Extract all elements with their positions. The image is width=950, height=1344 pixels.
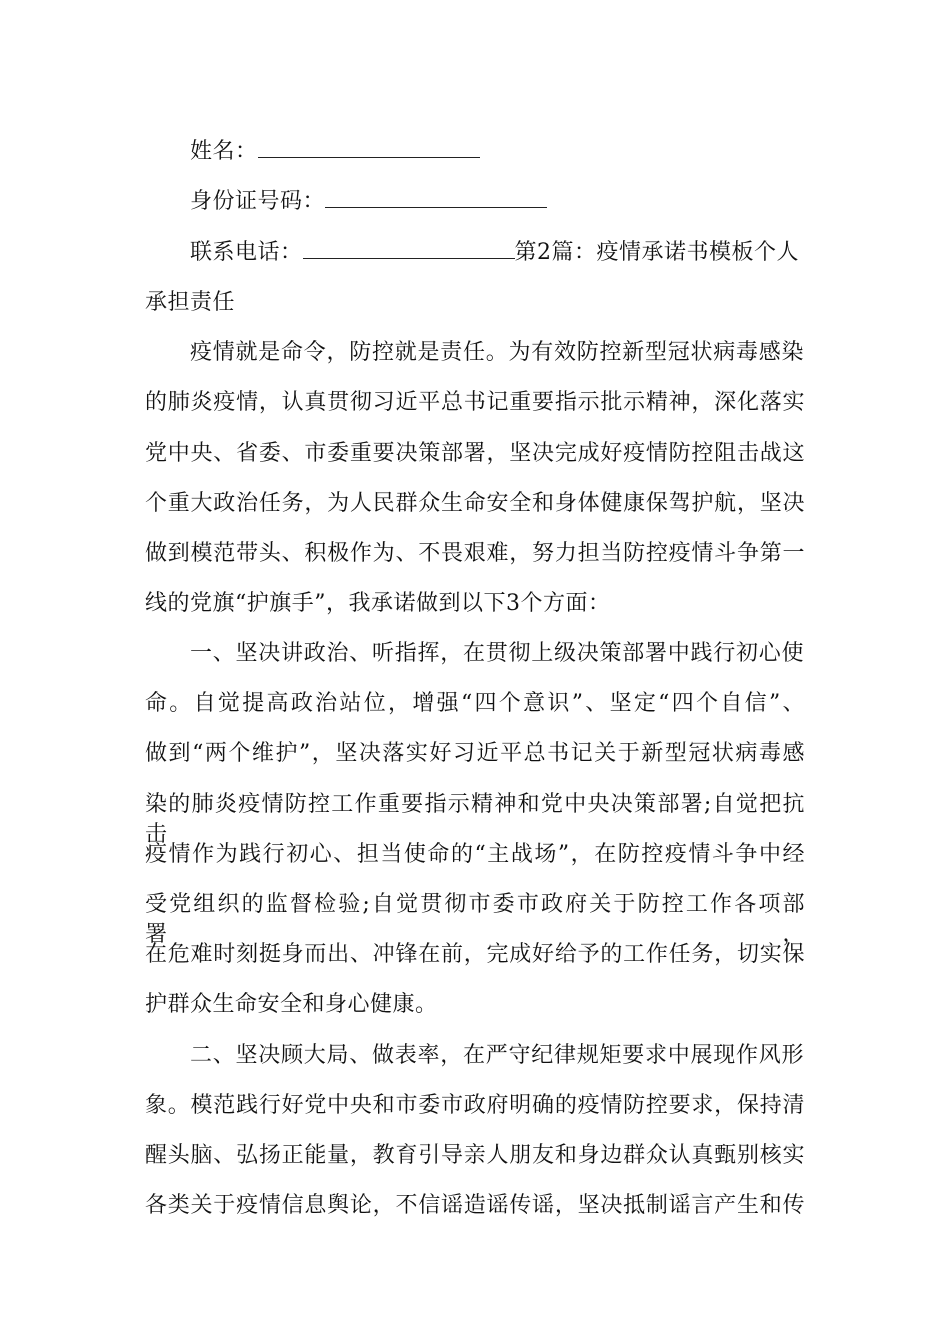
id-number-label: 身份证号码： [190,189,326,214]
paragraph-2-line: 染的肺炎疫情防控工作重要指示精神和党中央决策部署;自觉把抗击 [145,792,805,847]
paragraph-1-line: 党中央、省委、市委重要决策部署，坚决完成好疫情防控阻击战这 [145,441,805,466]
name-blank-line [258,137,480,158]
paragraph-2-line: 在危难时刻挺身而出、冲锋在前，完成好给予的工作任务，切实保 [145,942,805,967]
paragraph-2-line: 命。自觉提高政治站位，增强“四个意识”、坚定“四个自信”、 [145,691,805,716]
id-number-field [190,187,547,217]
paragraph-1-line: 疫情就是命令，防控就是责任。为有效防控新型冠状病毒感染 [190,340,804,365]
paragraph-2-line: 做到“两个维护”，坚决落实好习近平总书记关于新型冠状病毒感 [145,741,805,766]
paragraph-1-line: 的肺炎疫情，认真贯彻习近平总书记重要指示批示精神，深化落实 [145,390,805,415]
paragraph-2-line: 受党组织的监督检验;自觉贯彻市委市政府关于防控工作各项部署， [145,892,805,947]
section-heading: 第2篇：疫情承诺书模板个人 [514,240,800,265]
paragraph-1-line: 个重大政治任务，为人民群众生命安全和身体健康保驾护航，坚决 [145,491,805,516]
name-label: 姓名： [190,139,258,164]
paragraph-3-line: 象。模范践行好党中央和市委市政府明确的疫情防控要求，保持清 [145,1093,805,1118]
section-heading-continued: 承担责任 [145,290,236,315]
name-field [190,137,480,167]
paragraph-1-line: 做到模范带头、积极作为、不畏艰难，努力担当防控疫情斗争第一 [145,541,805,566]
id-number-blank-line [325,187,547,208]
paragraph-2-line: 疫情作为践行初心、担当使命的“主战场”，在防控疫情斗争中经 [145,842,805,867]
phone-blank-line [303,238,515,259]
paragraph-1-line: 线的党旗“护旗手”，我承诺做到以下3个方面： [145,591,611,616]
paragraph-3-line: 二、坚决顾大局、做表率，在严守纪律规矩要求中展现作风形 [190,1043,804,1068]
paragraph-3-line: 醒头脑、弘扬正能量，教育引导亲人朋友和身边群众认真甄别核实 [145,1143,805,1168]
paragraph-3-line: 各类关于疫情信息舆论，不信谣造谣传谣，坚决抵制谣言产生和传 [145,1193,805,1218]
paragraph-2-line: 护群众生命安全和身心健康。 [145,992,438,1017]
phone-label: 联系电话： [190,240,303,265]
paragraph-2-line: 一、坚决讲政治、听指挥，在贯彻上级决策部署中践行初心使 [190,641,804,666]
phone-field [190,238,799,268]
